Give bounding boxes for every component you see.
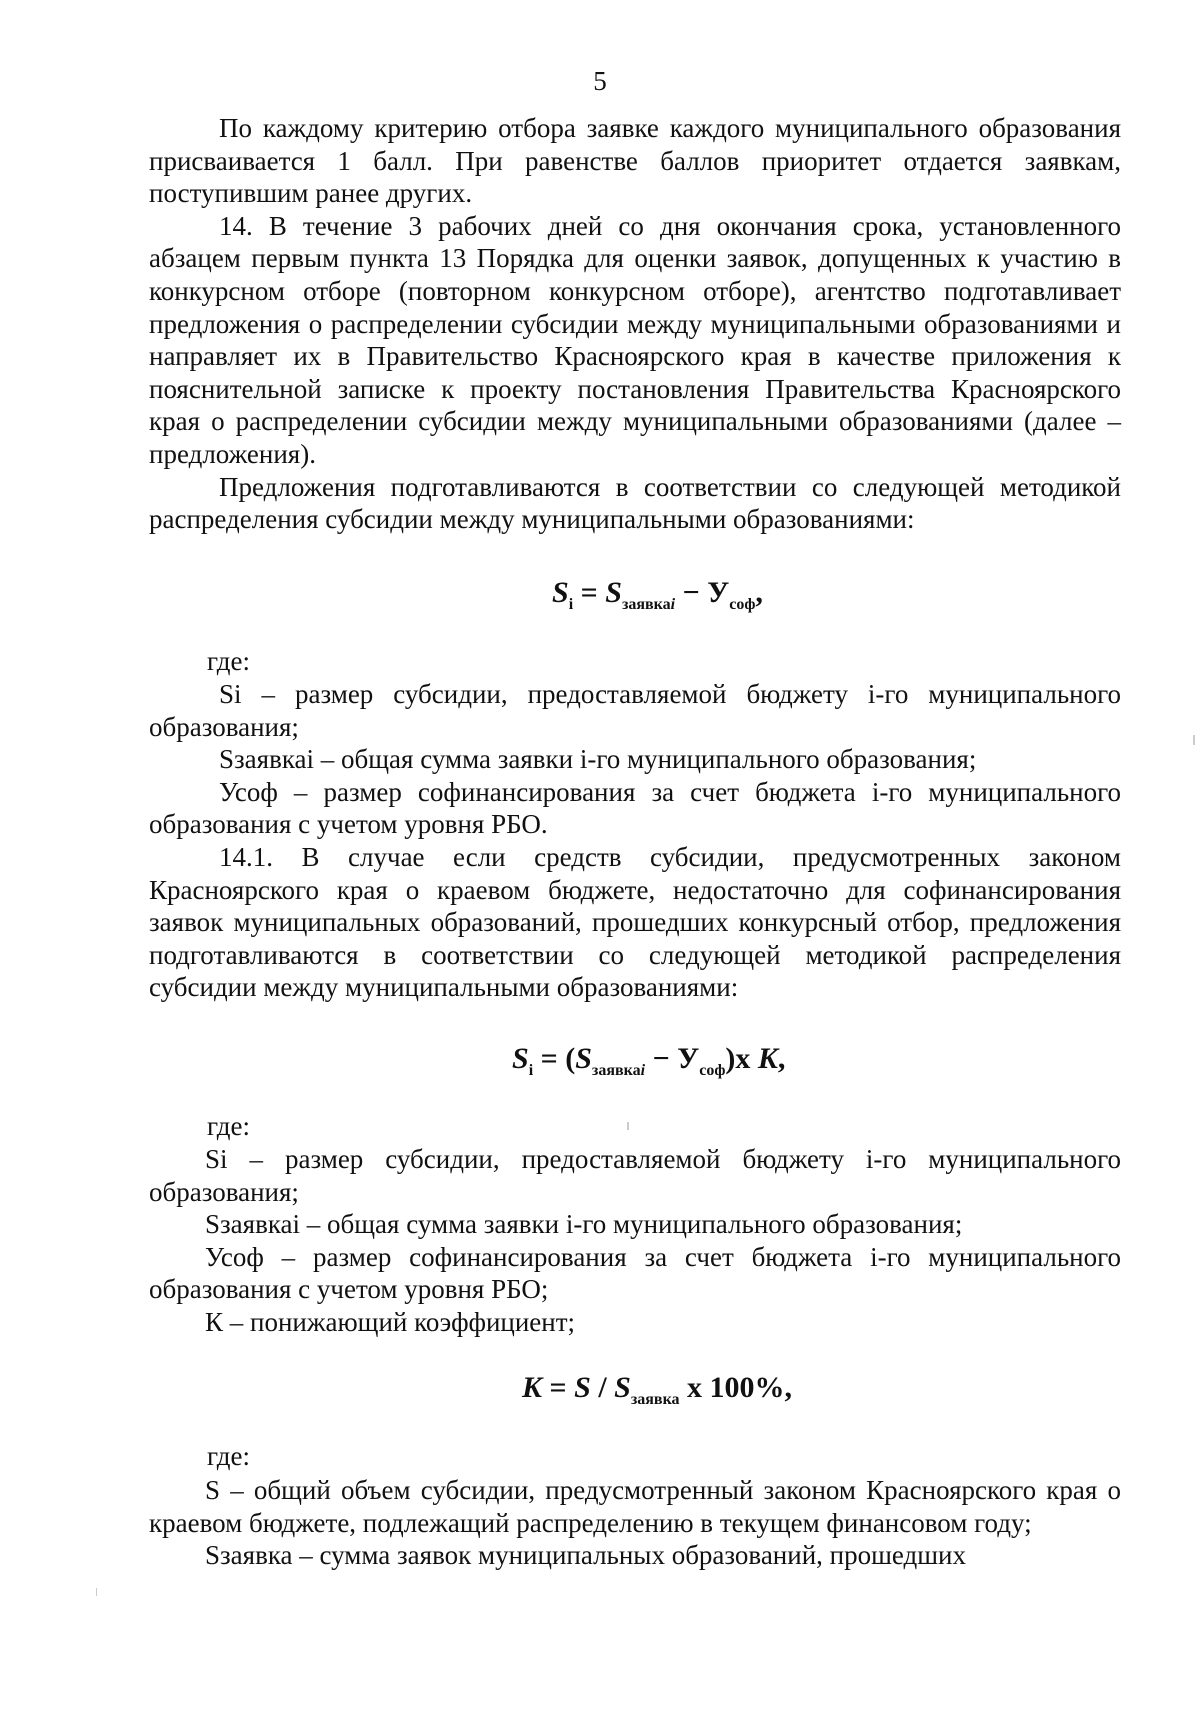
definition: К – понижающий коэффициент; bbox=[205, 1306, 576, 1337]
scan-speck bbox=[96, 1588, 97, 1596]
definitions-1 bbox=[149, 678, 1121, 841]
definition: Si – размер субсидии, предоставляемой бюджету i-го муниципального образования; bbox=[149, 679, 1121, 742]
definitions-2 bbox=[149, 1143, 1121, 1339]
formula-3: $K = S / S_{заявка}$ x 100%, bbox=[522, 1371, 793, 1408]
definition: Усоф – размер софинансирования за счет бюджета i-го муниципального образования с учетом уровня РБО; bbox=[149, 1241, 1121, 1305]
paragraph: 14. В течение 3 рабочих дней со дня окончания срока, установленного абзацем первым пункта 13 Порядка для оценки заявок, допущенных к участию в конкурсном отборе (повторном конкурсном отборе), агентство подготавливает предложения о распределении субсидии между муниципальными образованиями и направляет их в Правительство Красноярского края в качестве приложения к пояснительной записке к проекту постановления Правительства Красноярского края о распределении субсидии между муниципальными образованиями (далее – предложения). bbox=[149, 210, 1121, 469]
scan-speck bbox=[627, 1122, 629, 1130]
definition: Sзаявка – сумма заявок муниципальных образований, прошедших bbox=[205, 1540, 966, 1571]
where-label: где: bbox=[207, 1111, 250, 1141]
where-label: где: bbox=[207, 646, 250, 676]
formula-2: $S_i = (S_{заявкаi} - У_{соф})x$ K, bbox=[512, 1042, 786, 1079]
paragraph: 14.1. В случае если средств субсидии, предусмотренных законом Красноярского края о краевом бюджете, недостаточно для софинансирования заявок муниципальных образований, прошедших конкурсный отбор, предложения подготавливаются в соответствии со следующей методикой распределения субсидии между муниципальными образованиями: bbox=[149, 842, 1121, 1003]
scan-speck bbox=[1193, 735, 1195, 745]
definition: S – общий объем субсидии, предусмотренный законом Красноярского края о краевом бюджете, подлежащий распределению в текущем финансовом году; bbox=[149, 1475, 1121, 1538]
definition: Усоф – размер софинансирования за счет бюджета i-го муниципального образования с учетом уровня РБО. bbox=[149, 776, 1121, 840]
paragraph: Предложения подготавливаются в соответствии со следующей методикой распределения субсидии между муниципальными образованиями: bbox=[149, 471, 1121, 535]
paragraph: По каждому критерию отбора заявке каждого муниципального образования присваивается 1 балл. При равенстве баллов приоритет отдается заявкам, поступившим ранее других. bbox=[149, 113, 1121, 209]
text-block-1 bbox=[149, 112, 1121, 536]
definitions-3 bbox=[149, 1474, 1121, 1572]
page-number: 5 bbox=[593, 66, 607, 96]
where-label: где: bbox=[207, 1441, 250, 1471]
definition: Si – размер субсидии, предоставляемой бюджету i-го муниципального образования; bbox=[149, 1144, 1121, 1207]
definition: Sзаявкаi – общая сумма заявки i-го муниципального образования; bbox=[205, 1209, 963, 1240]
text-block-2 bbox=[149, 841, 1121, 1004]
definition: Sзаявкаi – общая сумма заявки i-го муниципального образования; bbox=[219, 744, 977, 775]
formula-1: $S_i = S_{заявкаi} - У_{соф}$, bbox=[552, 576, 763, 613]
